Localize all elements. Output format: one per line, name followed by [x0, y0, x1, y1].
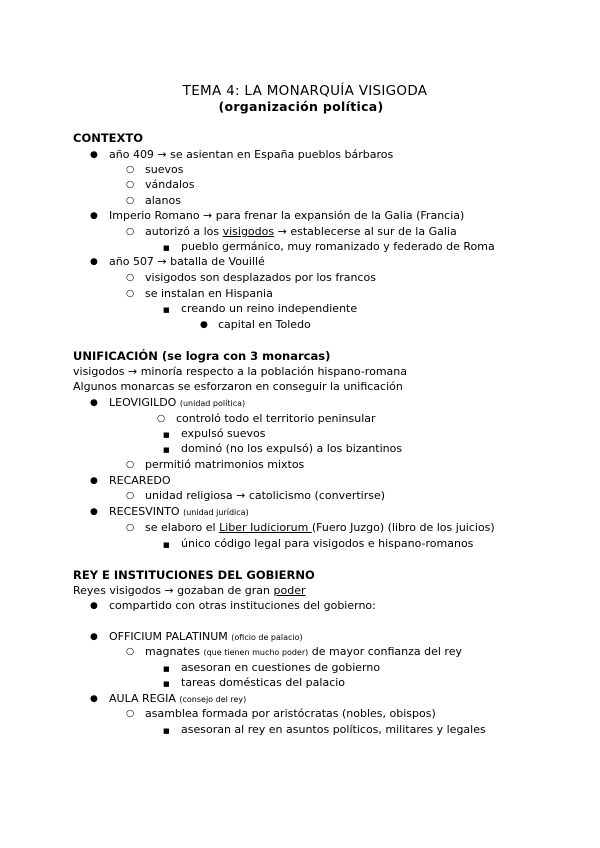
- bullet-circle-icon: ○: [126, 288, 135, 299]
- list-item: año 507 → batalla de Vouillé: [109, 255, 265, 268]
- text-run: se elaboro el: [145, 521, 220, 534]
- annotation-text: (unidad política): [179, 399, 246, 408]
- bullet-circle-icon: ○: [126, 272, 135, 283]
- list-item: pueblo germánico, muy romanizado y federado de Roma: [181, 240, 495, 253]
- annotation-text: (unidad jurídica): [183, 508, 249, 517]
- bullet-circle-icon: ○: [126, 490, 135, 501]
- paragraph: [73, 584, 306, 598]
- list-item: [145, 521, 495, 535]
- bullet-disc-icon: ●: [200, 320, 208, 330]
- underlined-text: Liber Iudiciorum: [219, 521, 312, 534]
- section-heading-unificacion: UNIFICACIÓN (se logra con 3 monarcas): [73, 349, 331, 363]
- text-run: Reyes visigodos → gozaban de gran: [73, 584, 274, 597]
- bullet-circle-icon: ○: [126, 195, 135, 206]
- list-item: expulsó suevos: [181, 427, 266, 440]
- bullet-circle-icon: ○: [126, 459, 135, 470]
- bullet-square-icon: ■: [163, 306, 170, 314]
- text-run: RECESVINTO: [109, 505, 184, 518]
- list-item: [109, 396, 245, 411]
- list-item: permitió matrimonios mixtos: [145, 458, 305, 471]
- page-title: TEMA 4: LA MONARQUÍA VISIGODA: [182, 83, 428, 99]
- bullet-circle-icon: ○: [126, 164, 135, 175]
- bullet-square-icon: ■: [163, 680, 170, 688]
- bullet-square-icon: ■: [163, 244, 170, 252]
- page-subtitle: (organización política): [218, 99, 384, 114]
- list-item: [109, 505, 249, 520]
- bullet-disc-icon: ●: [90, 632, 98, 642]
- annotation-text: (oficio de palacio): [231, 633, 303, 642]
- bullet-square-icon: ■: [163, 431, 170, 439]
- bullet-disc-icon: ●: [90, 694, 98, 704]
- text-run: (Fuero Juzgo) (libro de los juicios): [311, 521, 495, 534]
- text-run: autorizó a los: [145, 225, 223, 238]
- list-item: creando un reino independiente: [181, 302, 358, 315]
- bullet-circle-icon: ○: [126, 708, 135, 719]
- list-item: RECAREDO: [109, 474, 171, 487]
- bullet-circle-icon: ○: [126, 226, 135, 237]
- annotation-text: (consejo del rey): [179, 695, 247, 704]
- bullet-circle-icon: ○: [126, 646, 135, 657]
- list-item: unidad religiosa → catolicismo (convertirse): [145, 489, 386, 502]
- paragraph: Algunos monarcas se esforzaron en conseguir la unificación: [73, 380, 403, 393]
- list-item: compartido con otras instituciones del gobierno:: [109, 599, 376, 612]
- bullet-disc-icon: ●: [90, 507, 98, 517]
- list-item: [145, 225, 457, 239]
- list-item: vándalos: [145, 178, 195, 191]
- bullet-disc-icon: ●: [90, 257, 98, 267]
- list-item: tareas domésticas del palacio: [181, 676, 346, 689]
- bullet-disc-icon: ●: [90, 601, 98, 611]
- bullet-square-icon: ■: [163, 727, 170, 735]
- annotation-text: (que tienen mucho poder): [203, 648, 309, 657]
- underlined-text: visigodos: [222, 225, 275, 238]
- list-item: asesoran en cuestiones de gobierno: [181, 661, 381, 674]
- bullet-circle-icon: ○: [157, 413, 166, 424]
- list-item: suevos: [145, 163, 184, 176]
- list-item: dominó (no los expulsó) a los bizantinos: [181, 442, 403, 455]
- bullet-disc-icon: ●: [90, 398, 98, 408]
- section-heading-rey: REY E INSTITUCIONES DEL GOBIERNO: [73, 568, 315, 582]
- bullet-square-icon: ■: [163, 541, 170, 549]
- list-item: alanos: [145, 194, 181, 207]
- list-item: asamblea formada por aristócratas (nobles, obispos): [145, 707, 436, 720]
- bullet-square-icon: ■: [163, 665, 170, 673]
- bullet-square-icon: ■: [163, 446, 170, 454]
- underlined-text: poder: [273, 584, 306, 597]
- text-run: LEOVIGILDO: [109, 396, 180, 409]
- list-item: Imperio Romano → para frenar la expansión de la Galia (Francia): [109, 209, 465, 222]
- list-item: [109, 692, 246, 707]
- list-item: [109, 630, 303, 645]
- text-run: de mayor confianza del rey: [308, 645, 462, 658]
- bullet-circle-icon: ○: [126, 179, 135, 190]
- bullet-disc-icon: ●: [90, 476, 98, 486]
- list-item: se instalan en Hispania: [145, 287, 273, 300]
- paragraph: visigodos → minoría respecto a la población hispano-romana: [73, 365, 407, 378]
- text-run: OFFICIUM PALATINUM: [109, 630, 232, 643]
- bullet-circle-icon: ○: [126, 522, 135, 533]
- section-heading-contexto: CONTEXTO: [73, 131, 144, 145]
- bullet-disc-icon: ●: [90, 150, 98, 160]
- list-item: año 409 → se asientan en España pueblos bárbaros: [109, 148, 394, 161]
- text-run: → establecerse al sur de la Galia: [274, 225, 457, 238]
- text-run: AULA REGIA: [109, 692, 180, 705]
- text-run: magnates: [145, 645, 204, 658]
- list-item: visigodos son desplazados por los francos: [145, 271, 377, 284]
- list-item: asesoran al rey en asuntos políticos, militares y legales: [181, 723, 486, 736]
- list-item: controló todo el territorio peninsular: [176, 412, 376, 425]
- list-item: único código legal para visigodos e hispano-romanos: [181, 537, 474, 550]
- list-item: [145, 645, 462, 660]
- list-item: capital en Toledo: [218, 318, 311, 331]
- bullet-disc-icon: ●: [90, 211, 98, 221]
